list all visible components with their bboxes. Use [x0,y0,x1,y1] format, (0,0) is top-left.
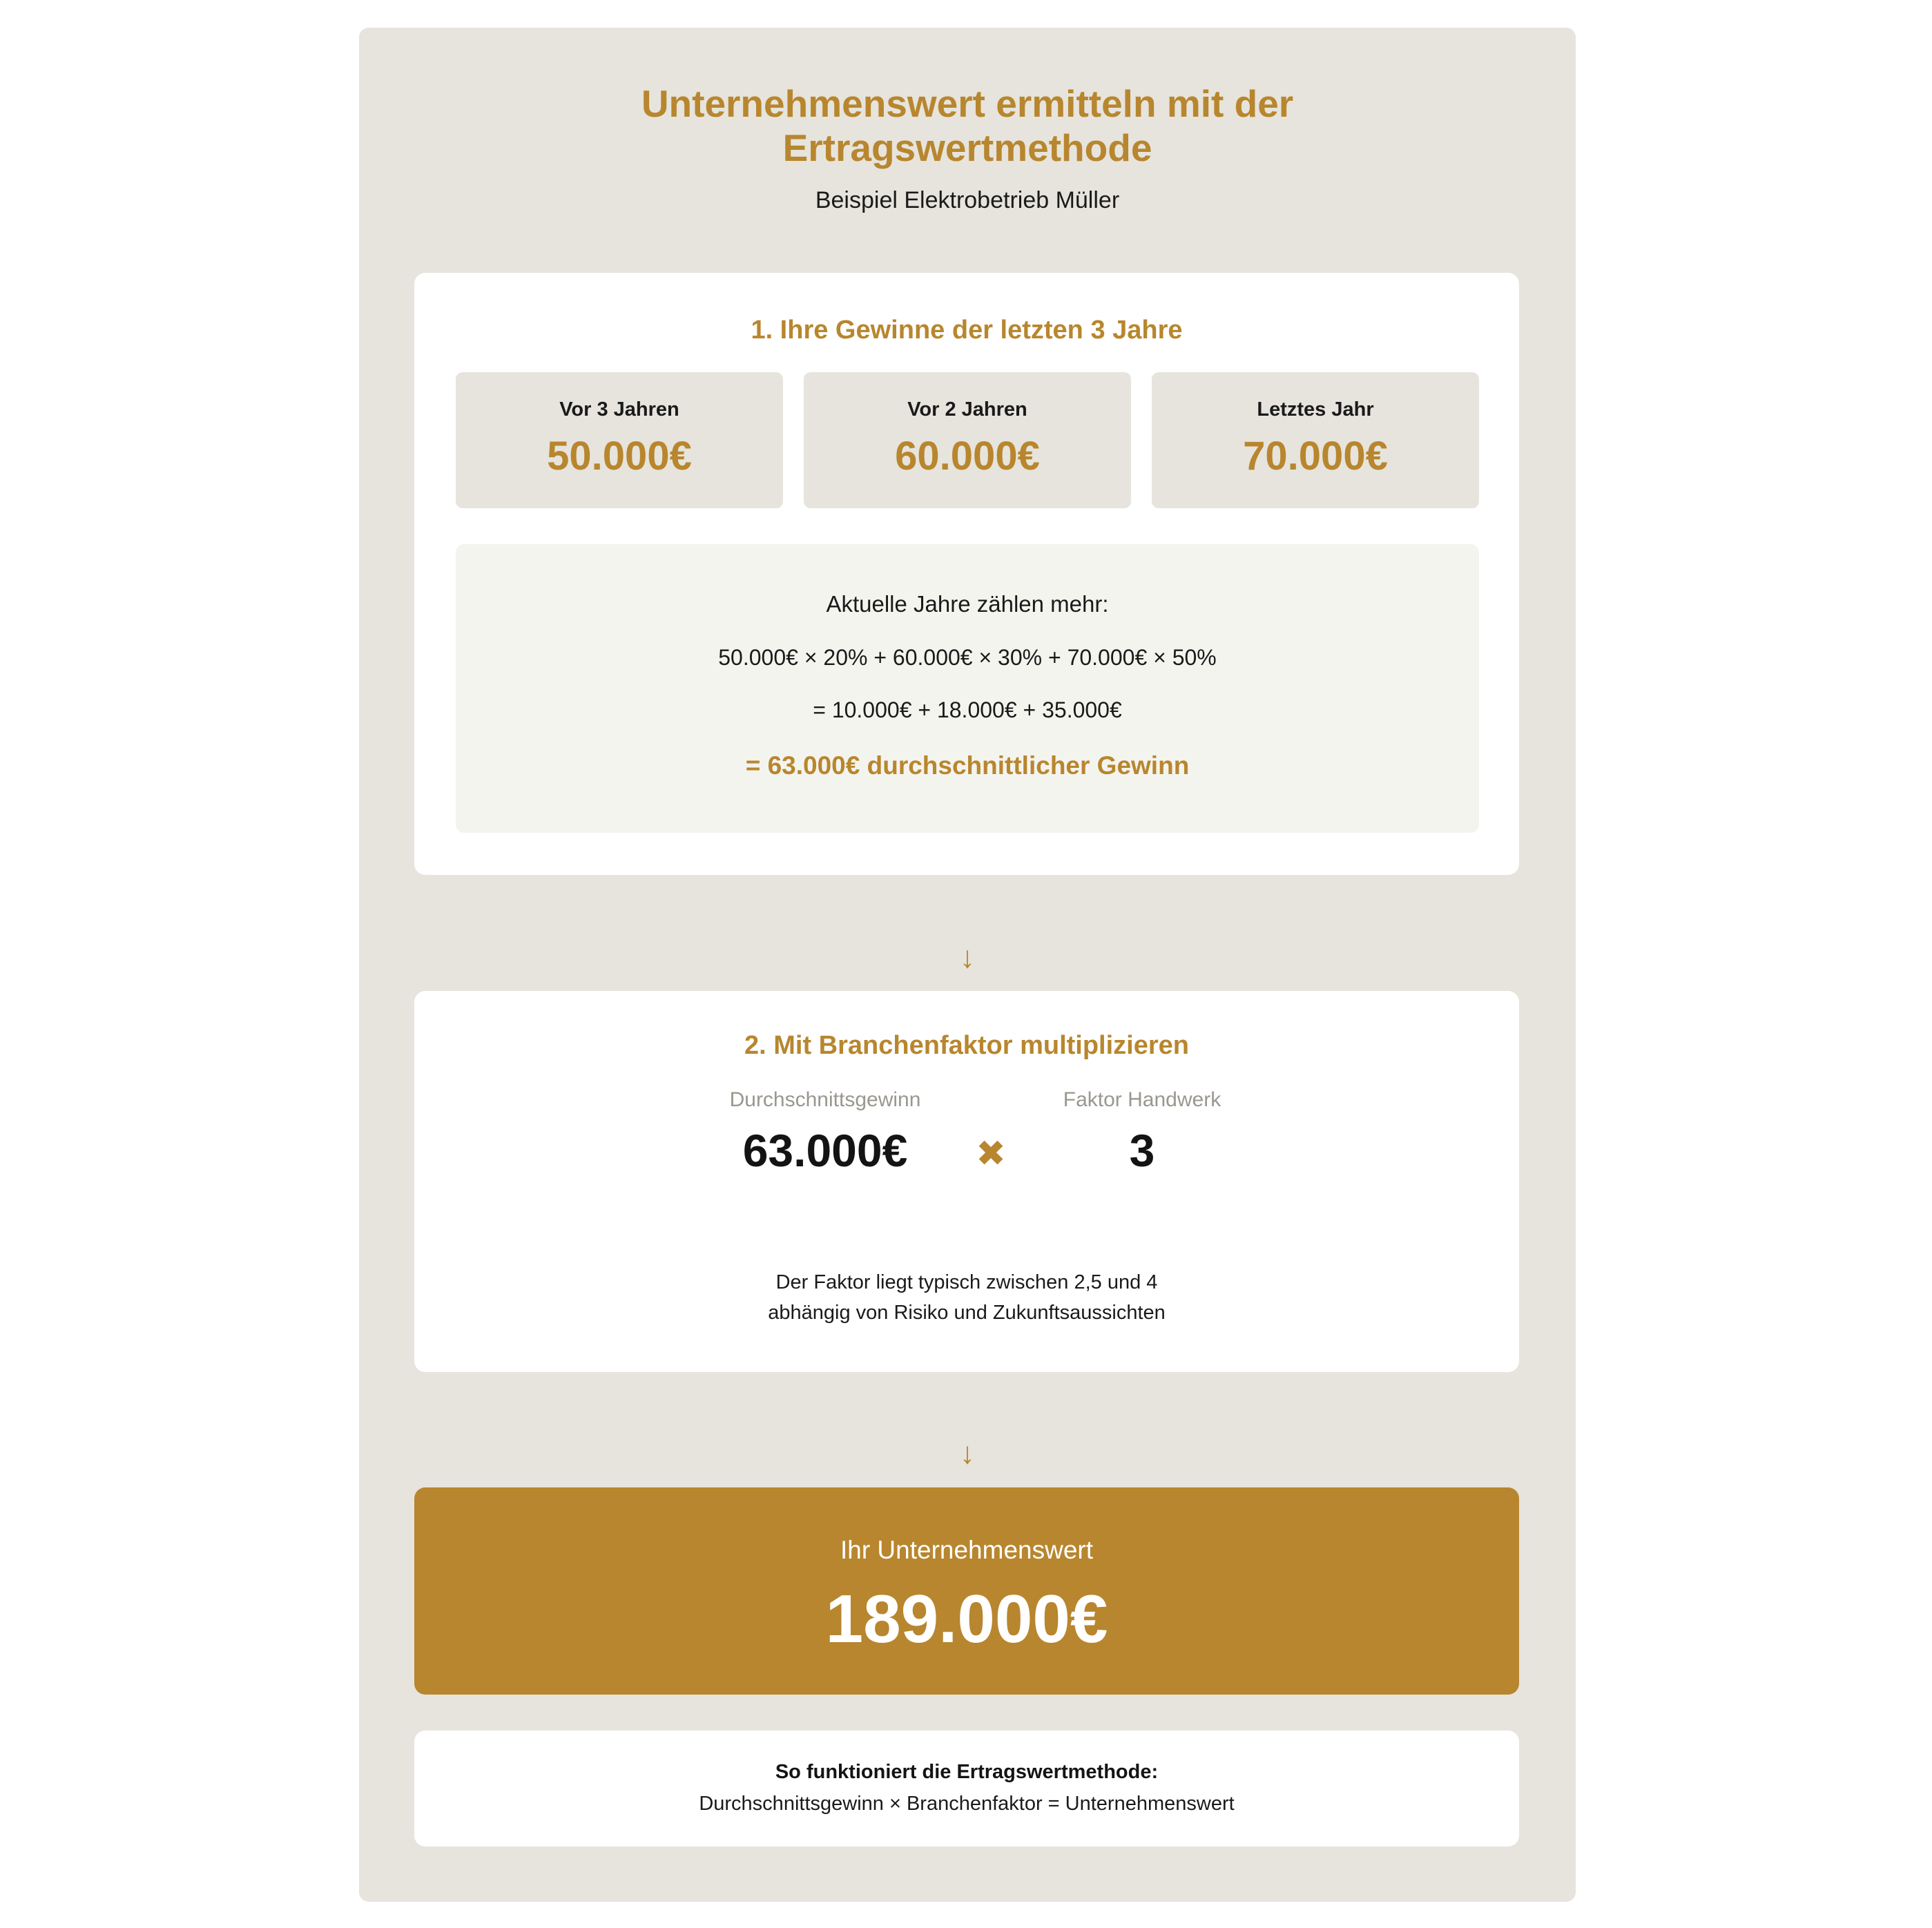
method-info-title: So funktioniert die Ertragswertmethode: [775,1761,1159,1783]
arrow-down-icon: ↓ [960,941,975,974]
year-box-2-years-ago [804,372,1131,508]
page-title-line-2: Ertragswertmethode [782,126,1152,169]
year-box-3-years-ago [456,372,783,508]
multiply-icon: ✖ [976,1134,1006,1174]
year-label: Vor 3 Jahren [559,398,679,421]
calc-formula: 50.000€ × 20% + 60.000€ × 30% + 70.000€ × 50% [718,645,1217,670]
result-card [414,1487,1519,1695]
year-profit-value: 70.000€ [1243,434,1388,479]
year-profit-value: 60.000€ [895,434,1040,479]
average-profit-column [718,1088,932,1176]
factor-note-line-2: abhängig von Risiko und Zukunftsaussichten [768,1302,1166,1324]
arrow-down-icon: ↓ [960,1436,975,1470]
factor-column [1039,1088,1246,1176]
weighted-average-box [456,544,1479,833]
factor-value: 3 [1129,1125,1155,1176]
year-box-last-year [1152,372,1479,508]
result-value: 189.000€ [825,1581,1108,1657]
step-1-title: 1. Ihre Gewinne der letzten 3 Jahre [751,316,1183,345]
step-1-card [414,273,1519,875]
average-profit-label: Durchschnittsgewinn [729,1088,921,1111]
average-profit-value: 63.000€ [742,1125,908,1176]
step-2-title: 2. Mit Branchenfaktor multiplizieren [744,1031,1189,1060]
page-title-line-1: Unternehmenswert ermitteln mit der [641,82,1294,125]
factor-label: Faktor Handwerk [1063,1088,1221,1111]
year-label: Vor 2 Jahren [907,398,1027,421]
page-title [359,81,1576,170]
calculator-panel [359,28,1576,1902]
calc-result: = 63.000€ durchschnittlicher Gewinn [745,751,1190,780]
factor-note [414,1267,1519,1328]
calc-sum: = 10.000€ + 18.000€ + 35.000€ [813,697,1122,722]
factor-note-line-1: Der Faktor liegt typisch zwischen 2,5 und 4 [775,1271,1158,1293]
year-profit-value: 50.000€ [547,434,692,479]
year-label: Letztes Jahr [1257,398,1374,421]
method-info-formula: Durchschnittsgewinn × Branchenfaktor = Unternehmenswert [699,1793,1235,1815]
page-subtitle: Beispiel Elektrobetrieb Müller [815,187,1120,213]
calc-intro: Aktuelle Jahre zählen mehr: [826,591,1109,617]
method-info-card [414,1731,1519,1847]
result-label: Ihr Unternehmenswert [840,1536,1094,1564]
step-2-card [414,991,1519,1372]
